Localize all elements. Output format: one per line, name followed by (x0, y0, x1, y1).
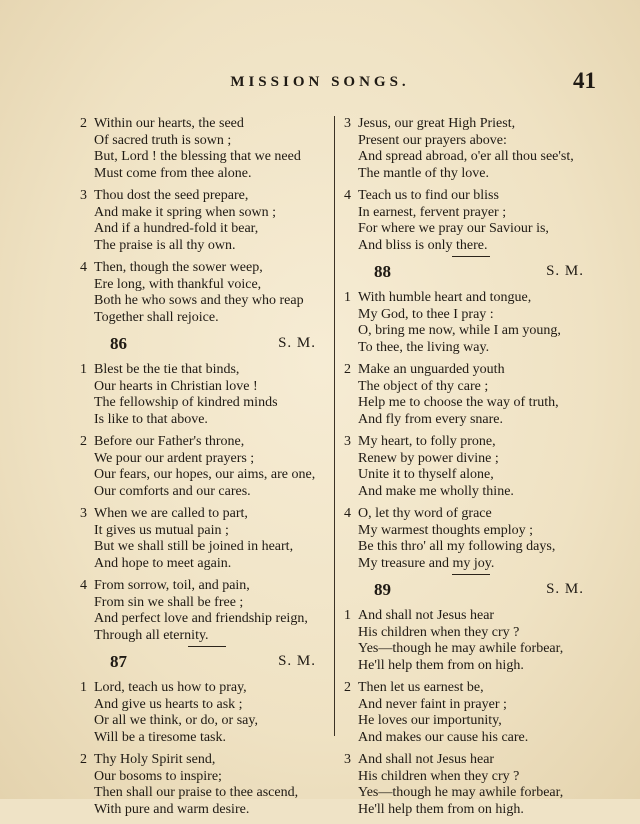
hymn-meter: S. M. (278, 335, 316, 351)
hymn-number: 87 (110, 652, 127, 671)
verse-line: Our comforts and our cares. (94, 483, 251, 499)
left-column (80, 116, 326, 824)
running-title: MISSION SONGS. (230, 74, 410, 90)
verse-line: My warmest thoughts employ ; (358, 522, 533, 538)
verse-number: 3 (344, 116, 351, 131)
verse-line: Then let us earnest be, (358, 680, 484, 695)
verse-line: Jesus, our great High Priest, (358, 116, 516, 131)
verse-line: Renew by power divine ; (358, 450, 499, 466)
verse (344, 506, 594, 572)
verse-number: 2 (344, 680, 351, 695)
verse (344, 434, 594, 500)
verse-number: 2 (344, 362, 351, 377)
verse-number: 3 (80, 188, 87, 203)
verse-line: Or all we think, or do, or say, (94, 713, 258, 728)
verse-line: The praise is all thy own. (94, 237, 236, 253)
verse-line: He'll help them from on high. (358, 657, 524, 673)
verse-line: And makes our cause his care. (358, 729, 529, 745)
verse-line: And bliss is only there. (358, 237, 488, 253)
verse-number: 4 (80, 578, 87, 593)
verse-number: 4 (344, 506, 351, 521)
verse (344, 752, 594, 818)
verse (344, 608, 594, 674)
verse-line: Unite it to thyself alone, (358, 467, 494, 482)
verse-line: He'll help them from on high. (358, 801, 524, 817)
verse-line: His children when they cry ? (358, 768, 520, 784)
hymn-meter: S. M. (278, 653, 316, 669)
verse-line: He loves our importunity, (358, 713, 502, 728)
verse-line: Together shall rejoice. (94, 309, 219, 325)
verse-line: The mantle of thy love. (358, 165, 490, 181)
verse (344, 116, 594, 182)
verse-line: From sorrow, toil, and pain, (94, 578, 250, 593)
verse-line: Through all eternity. (94, 627, 209, 643)
column-divider (334, 116, 335, 736)
verse-line: Yes—though he may awhile forbear, (358, 641, 564, 656)
verse (80, 578, 326, 644)
verse-line: Our fears, our hopes, our aims, are one, (94, 467, 316, 482)
verse-line: Then shall our praise to thee ascend, (94, 785, 299, 800)
verse-line: Within our hearts, the seed (94, 116, 244, 131)
verse-line: Blest be the tie that binds, (94, 362, 240, 377)
verse (344, 188, 594, 254)
verse-line: My treasure and my joy. (358, 555, 495, 571)
verse-number: 1 (344, 290, 351, 305)
verse-line: And fly from every snare. (358, 411, 504, 427)
hymn-number: 89 (374, 580, 391, 599)
verse-line: Our bosoms to inspire; (94, 768, 222, 784)
verse (344, 680, 594, 746)
verse (80, 260, 326, 326)
verse-line: For where we pray our Saviour is, (358, 221, 549, 236)
verse-number: 3 (344, 752, 351, 767)
verse-number: 4 (344, 188, 351, 203)
verse (344, 290, 594, 356)
hymn-89 (344, 580, 594, 818)
verse-number: 2 (80, 752, 87, 767)
verse-number: 2 (80, 434, 87, 449)
verse-line: With humble heart and tongue, (358, 290, 532, 305)
verse-line: To thee, the living way. (358, 339, 490, 355)
hymn-meter: S. M. (546, 581, 584, 597)
verse-line: O, let thy word of grace (358, 506, 492, 521)
verse-line: Lord, teach us how to pray, (94, 680, 247, 695)
verse-line: Must come from thee alone. (94, 165, 252, 181)
verse-line: And give us hearts to ask ; (94, 696, 243, 712)
verse-line: My heart, to folly prone, (358, 434, 496, 449)
verse-line: Present our prayers above: (358, 132, 507, 148)
verse-line: With pure and warm desire. (94, 801, 250, 817)
verse-line: Then, though the sower weep, (94, 260, 263, 275)
hymn-85b-continued (344, 116, 594, 254)
verse-line: We pour our ardent prayers ; (94, 450, 255, 466)
verse-line: It gives us mutual pain ; (94, 522, 229, 538)
verse-line: But, Lord ! the blessing that we need (94, 149, 301, 164)
hymn-86 (80, 334, 326, 644)
verse-number: 3 (80, 506, 87, 521)
verse-line: O, bring me now, while I am young, (358, 323, 561, 338)
verse-line: And never faint in prayer ; (358, 696, 507, 712)
separator-rule (452, 574, 490, 575)
verse (80, 752, 326, 818)
verse-line: Teach us to find our bliss (358, 188, 499, 203)
verse-line: And perfect love and friendship reign, (94, 611, 308, 626)
verse-line: Of sacred truth is sown ; (94, 132, 232, 148)
verse-line: Will be a tiresome task. (94, 729, 227, 745)
verse-line: Ere long, with thankful voice, (94, 276, 262, 292)
verse-line: And hope to meet again. (94, 555, 232, 571)
verse-line: Make an unguarded youth (358, 362, 505, 377)
verse-line: And shall not Jesus hear (358, 608, 495, 623)
verse-line: His children when they cry ? (358, 624, 520, 640)
verse-number: 1 (80, 680, 87, 695)
page-number: 41 (573, 68, 596, 93)
verse-number: 1 (344, 608, 351, 623)
verse (80, 188, 326, 254)
hymn-meter: S. M. (546, 263, 584, 279)
separator-rule (188, 646, 226, 647)
verse-line: Be this thro' all my following days, (358, 539, 556, 554)
verse-line: In earnest, fervent prayer ; (358, 204, 507, 220)
hymn-87 (80, 652, 326, 818)
verse-line: When we are called to part, (94, 506, 248, 521)
verse-line: And make me wholly thine. (358, 483, 514, 499)
verse-line: Help me to choose the way of truth, (358, 395, 559, 410)
verse-number: 1 (80, 362, 87, 377)
verse-line: My God, to thee I pray : (358, 306, 494, 322)
verse-line: But we shall still be joined in heart, (94, 539, 294, 554)
verse-line: Is like to that above. (94, 411, 208, 427)
hymn-85-continued (80, 116, 326, 326)
verse-number: 4 (80, 260, 87, 275)
verse-line: The fellowship of kindred minds (94, 395, 278, 410)
verse-line: Thou dost the seed prepare, (94, 188, 249, 203)
verse-line: Before our Father's throne, (94, 434, 245, 449)
verse (80, 680, 326, 746)
verse (80, 362, 326, 428)
hymn-88 (344, 262, 594, 572)
verse-line: And if a hundred-fold it bear, (94, 221, 259, 236)
hymn-number: 86 (110, 334, 127, 353)
verse-line: Yes—though he may awhile forbear, (358, 785, 564, 800)
verse-line: The object of thy care ; (358, 378, 489, 394)
verse (80, 434, 326, 500)
verse-line: Our hearts in Christian love ! (94, 378, 258, 394)
verse-line: And spread abroad, o'er all thou see'st, (358, 149, 574, 164)
separator-rule (452, 256, 490, 257)
verse-line: And shall not Jesus hear (358, 752, 495, 767)
verse-line: Thy Holy Spirit send, (94, 752, 216, 767)
verse-line: And make it spring when sown ; (94, 204, 276, 220)
page-header (0, 68, 640, 100)
hymn-number: 88 (374, 262, 391, 281)
right-column (344, 116, 594, 824)
verse-number: 3 (344, 434, 351, 449)
verse (344, 362, 594, 428)
verse-line: From sin we shall be free ; (94, 594, 244, 610)
verse-line: Both he who sows and they who reap (94, 293, 304, 308)
verse (80, 116, 326, 182)
verse (80, 506, 326, 572)
verse-number: 2 (80, 116, 87, 131)
